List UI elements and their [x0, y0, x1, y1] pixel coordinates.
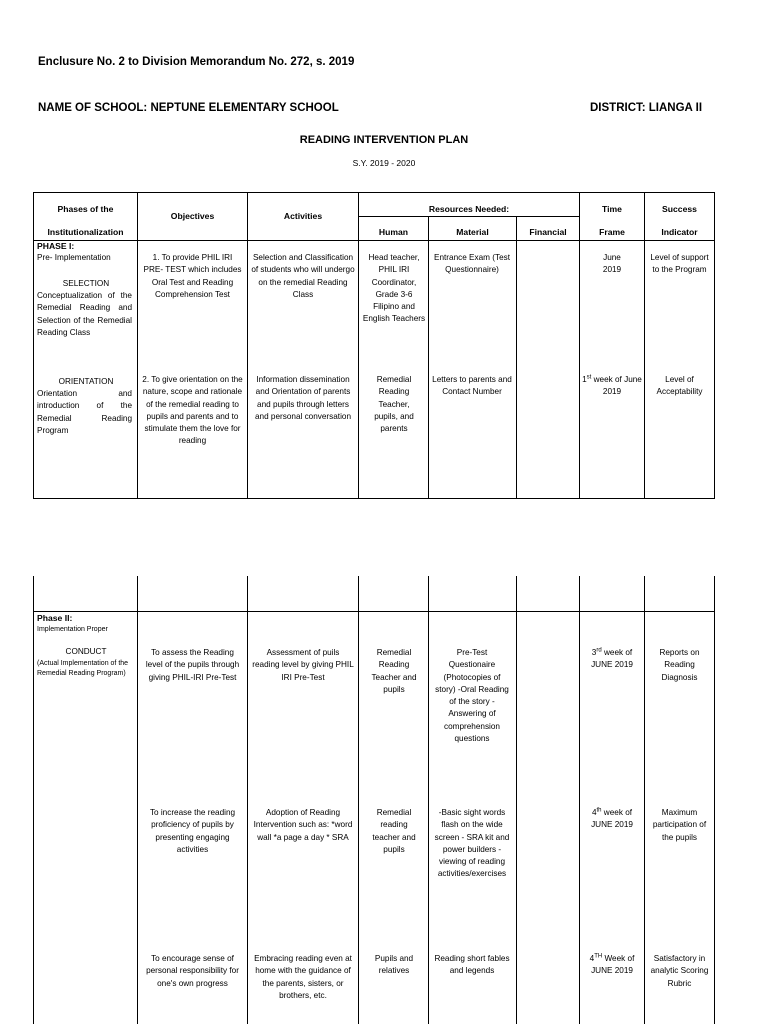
phase-label: SELECTION	[62, 279, 110, 288]
time-ordinal: 3	[591, 648, 597, 657]
col-time: Time	[602, 204, 622, 214]
col-success: Success	[662, 204, 697, 214]
success-indicator: Level of Acceptability	[656, 375, 703, 397]
time-frame	[582, 953, 642, 978]
material-resource: Letters to parents and Contact Number	[432, 375, 512, 397]
objective: To increase the reading proficiency of pupils by presenting engaging activities	[149, 808, 236, 854]
time-rest: Week of JUNE 2019	[591, 954, 635, 976]
time-ordinal: 4	[591, 808, 597, 817]
enclosure-line: Enclusure No. 2 to Division Memorandum No. 272, s. 2019	[38, 56, 355, 68]
objective: 2. To give orientation on the nature, scope and rationale of the remedial reading to pupils and parents and to stimulate them the love for reading	[142, 375, 243, 446]
time-frame: June 2019	[602, 253, 622, 275]
material-resource: -Basic sight words flash on the wide screen - SRA kit and power builders -viewing of reading activities/exercises	[434, 808, 510, 879]
time-ordinal: 1	[582, 375, 587, 384]
time-ordinal: 4	[589, 954, 595, 963]
material-resource: Pre-Test Questionaire (Photocopies of story) -Oral Reading of the story -Answering of comprehension questions	[435, 648, 509, 744]
col-activities: Activities	[283, 211, 323, 221]
time-ordinal-suffix: st	[586, 374, 592, 381]
human-resource: Remedial Reading Teacher and pupils	[371, 648, 417, 694]
activity: Selection and Classification of students who will undergo on the remedial Reading Class	[251, 253, 355, 299]
activity: Embracing reading even at home with the guidance of the parents, sisters, or brothers, etc.	[254, 954, 352, 1000]
phase2-subtitle: Implementation Proper	[37, 626, 108, 633]
time-frame	[582, 807, 642, 832]
time-frame	[582, 647, 642, 672]
human-resource: Remedial Reading Teacher, pupils, and parents	[374, 375, 414, 434]
success-indicator: Satisfactory in analytic Scoring Rubric	[650, 954, 709, 988]
human-resource: Remedial reading teacher and pupils	[372, 808, 416, 854]
time-frame	[582, 374, 642, 399]
col-resources: Resources Needed:	[428, 204, 510, 214]
col-financial: Financial	[529, 227, 567, 237]
col-time-2: Frame	[599, 227, 625, 237]
time-rest: week of JUNE 2019	[591, 648, 633, 670]
time-rest: week of JUNE 2019	[591, 808, 633, 830]
page-title: READING INTERVENTION PLAN	[299, 134, 469, 146]
phase-desc: Orientation and introduction of the Remedial Reading Program	[37, 389, 132, 435]
phase2-label: CONDUCT	[65, 647, 107, 656]
school-year: S.Y. 2019 - 2020	[352, 158, 416, 168]
phase-label: ORIENTATION	[58, 377, 114, 386]
human-resource: Pupils and relatives	[374, 954, 414, 976]
activity: Adoption of Reading Intervention such as: *word wall *a page a day * SRA	[253, 808, 353, 842]
phase-desc: Conceptualization of the Remedial Reading and Selection of the Remedial Reading Class	[37, 291, 132, 337]
phase1-subtitle: Pre- Implementation	[37, 253, 111, 262]
phase2-title: Phase II:	[37, 613, 73, 623]
district: DISTRICT: LIANGA II	[590, 102, 703, 114]
success-indicator: Maximum participation of the pupils	[652, 808, 707, 842]
objective: To encourage sense of personal responsibility for one's own progress	[146, 954, 239, 988]
phase2-desc: (Actual Implementation of the Remedial Reading Program)	[37, 660, 129, 677]
col-human: Human	[378, 227, 409, 237]
activity: Assessment of puils reading level by giving PHIL IRI Pre-Test	[252, 648, 354, 682]
human-resource: Head teacher, PHIL IRI Coordinator, Grade 3-6 Filipino and English Teachers	[362, 253, 426, 324]
material-resource: Reading short fables and legends	[434, 954, 510, 976]
success-indicator: Level of support to the Program	[650, 253, 709, 275]
school-name: NAME OF SCHOOL: NEPTUNE ELEMENTARY SCHOOL	[38, 102, 339, 114]
time-rest: week of June 2019	[591, 375, 642, 397]
objective: To assess the Reading level of the pupils through giving PHIL-IRI Pre-Test	[145, 648, 240, 682]
time-ordinal-suffix: TH	[594, 953, 603, 960]
col-success-2: Indicator	[661, 227, 698, 237]
col-phases: Phases of the	[57, 204, 114, 214]
objective: 1. To provide PHIL IRI PRE- TEST which includes Oral Test and Reading Comprehension Test	[143, 253, 242, 299]
col-phases-2: Institutionalization	[47, 227, 124, 237]
material-resource: Entrance Exam (Test Questionnaire)	[434, 253, 510, 275]
time-ordinal-suffix: th	[596, 807, 602, 814]
col-material: Material	[456, 227, 489, 237]
phase1-title: PHASE I:	[37, 241, 75, 251]
col-objectives: Objectives	[170, 211, 215, 221]
activity: Information dissemination and Orientation of parents and pupils through letters and personal conversation	[254, 375, 352, 421]
time-ordinal-suffix: rd	[596, 647, 602, 654]
success-indicator: Reports on Reading Diagnosis	[659, 648, 700, 682]
